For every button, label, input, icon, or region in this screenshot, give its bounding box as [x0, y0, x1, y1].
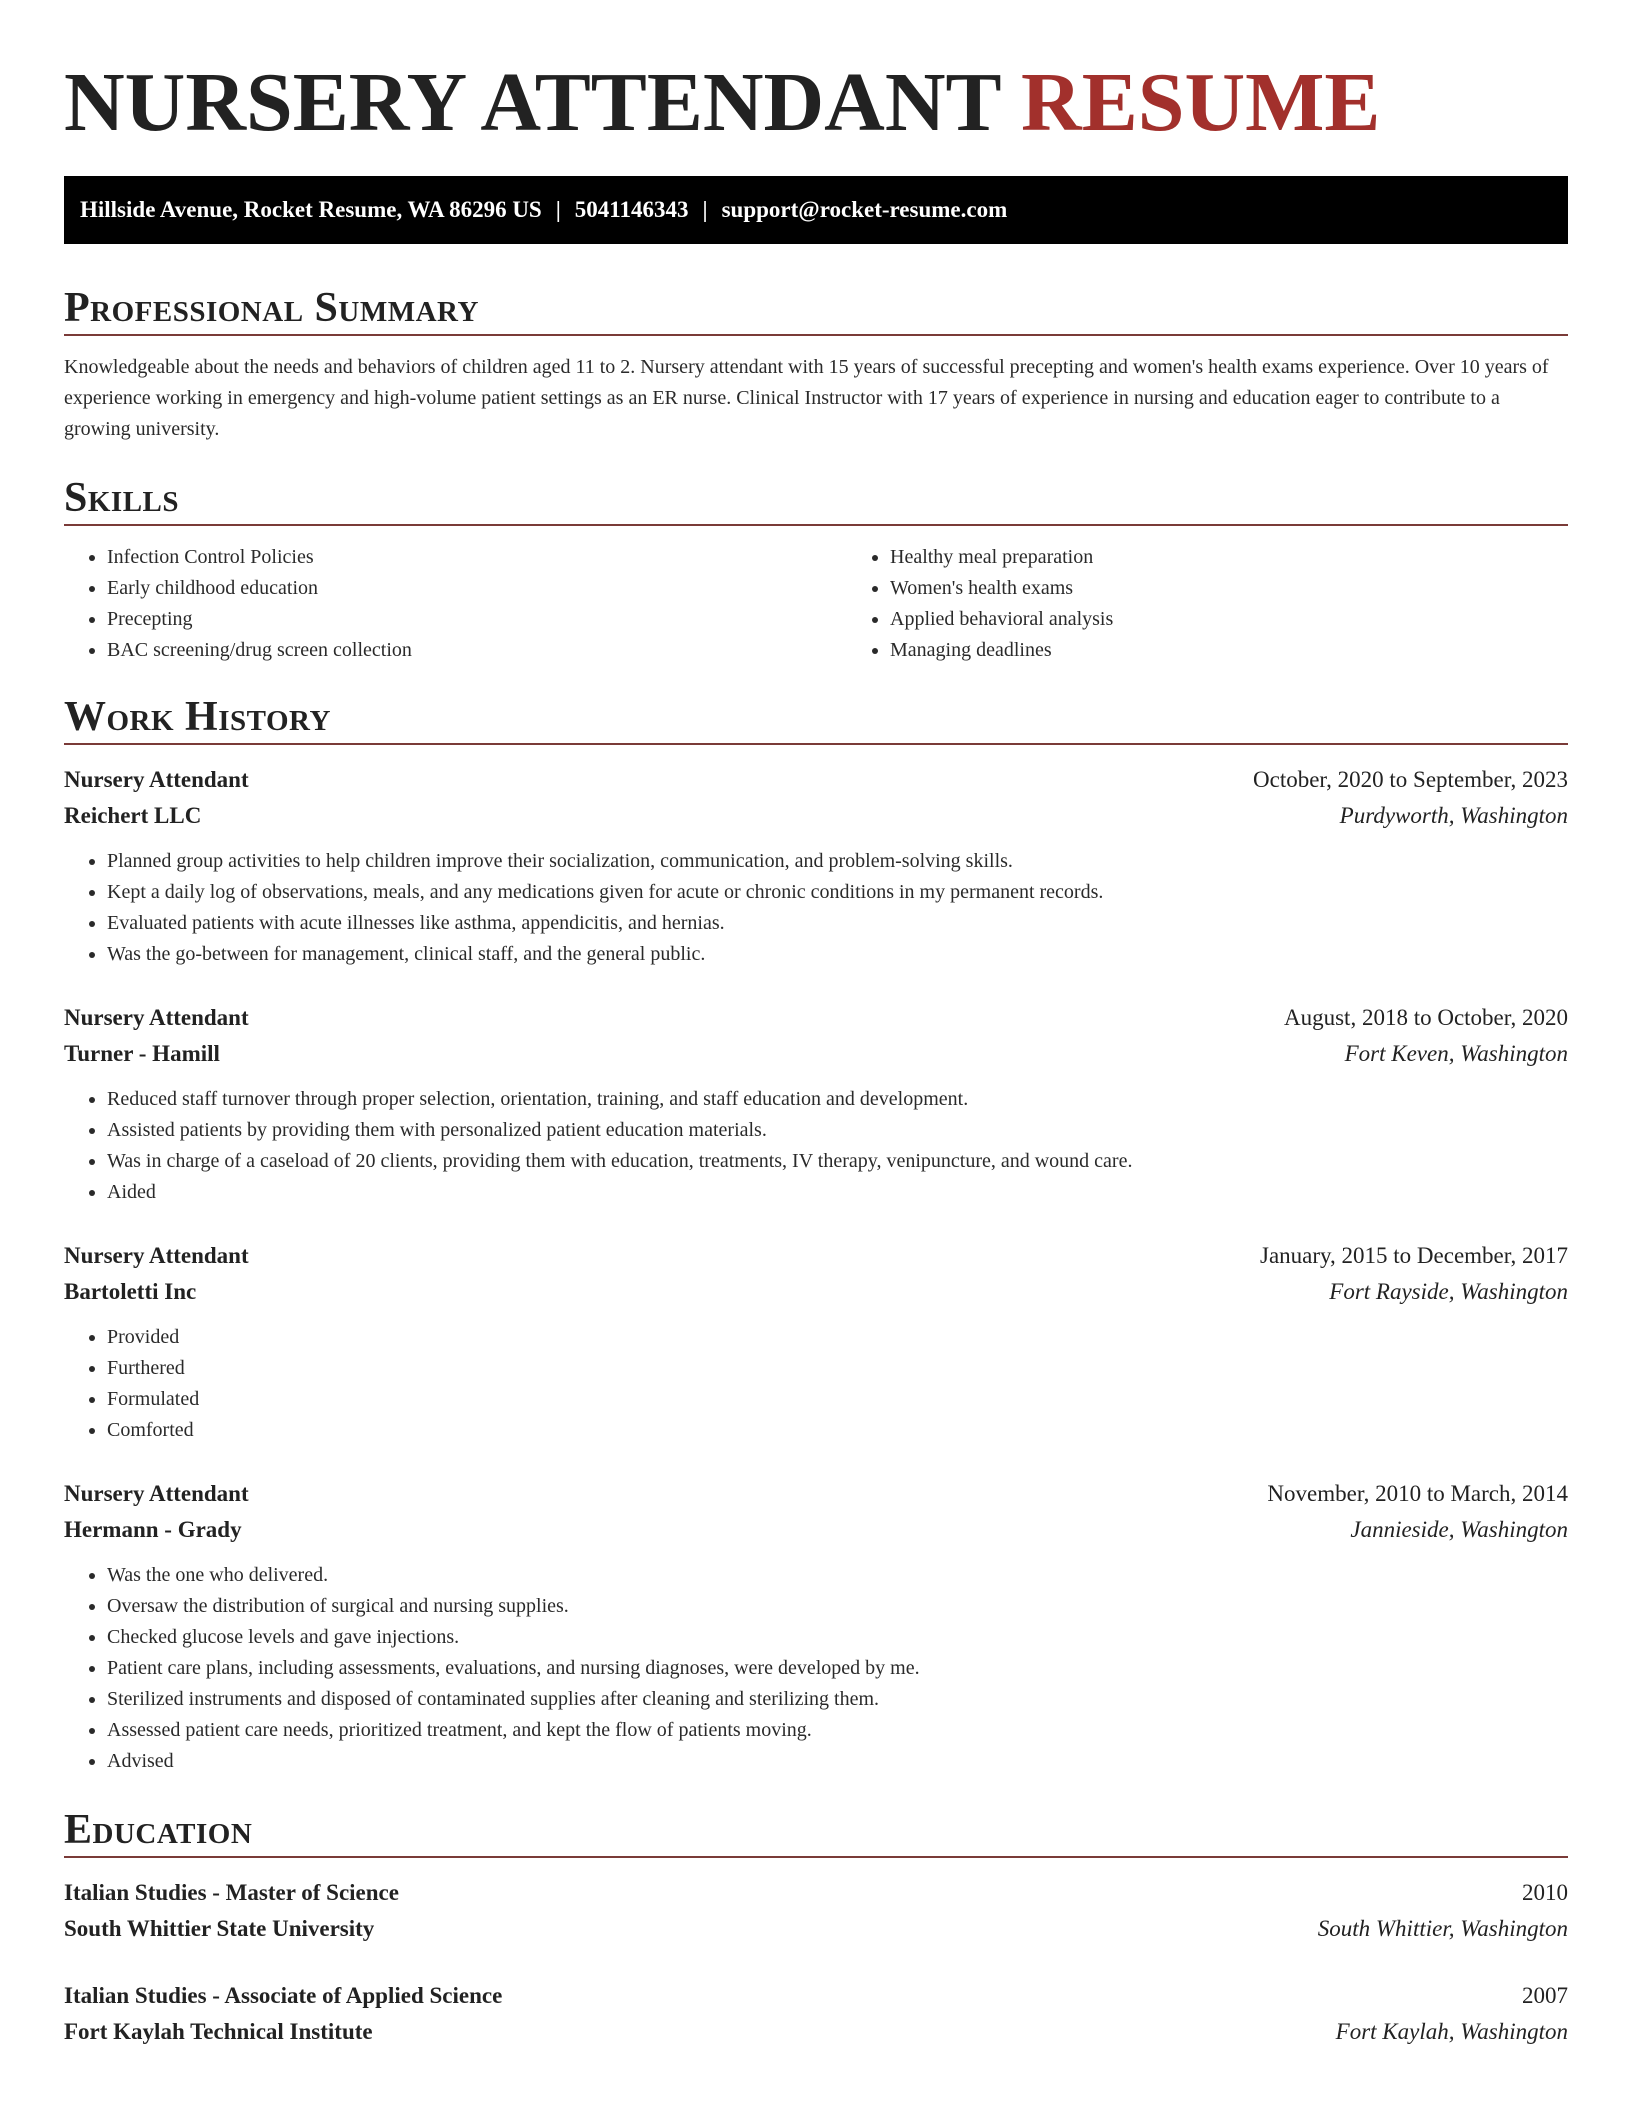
job-bullet: • Comforted — [107, 1415, 1568, 1446]
job-bullet: • Oversaw the distribution of surgical and nursing supplies. — [107, 1591, 1568, 1622]
summary-text: Knowledgeable about the needs and behaviors of children aged 11 to 2. Nursery attendant with 15 years of successful precepting and women's health exams experience. Over 10 years of experience working in emergency and high-volume patient settings as an ER nurse. Clinical Instructor with 17 years of experience in nursing and education eager to contribute to a growing university. — [64, 356, 1549, 440]
job-bullet: • Kept a daily log of observations, meals, and any medications given for acute or chronic conditions in my permanent records. — [107, 877, 1568, 908]
education-school: Fort Kaylah Technical Institute — [64, 2019, 373, 2044]
skill-item: • Healthy meal preparation — [890, 542, 1630, 573]
job-location: Jannieside, Washington — [1350, 1517, 1568, 1542]
skills-section — [64, 472, 1568, 666]
education-entry — [64, 1978, 1568, 2050]
title-accent: RESUME — [1021, 56, 1381, 149]
education-degree: Italian Studies - Master of Science — [64, 1880, 399, 1905]
skill-item: • Managing deadlines — [890, 635, 1630, 666]
job-bullet: • Formulated — [107, 1384, 1568, 1415]
job-bullet: • Furthered — [107, 1353, 1568, 1384]
job-bullet: • Sterilized instruments and disposed of contaminated supplies after cleaning and sterilizing them. — [107, 1684, 1568, 1715]
education-year: 2010 — [1522, 1880, 1568, 1905]
job-location: Fort Rayside, Washington — [1329, 1279, 1568, 1304]
education-location: Fort Kaylah, Washington — [1335, 2019, 1568, 2044]
job-dates: August, 2018 to October, 2020 — [1284, 1005, 1568, 1030]
job-company: Bartoletti Inc — [64, 1279, 197, 1304]
job-dates: January, 2015 to December, 2017 — [1260, 1243, 1568, 1268]
job-title: Nursery Attendant — [64, 1243, 249, 1268]
skill-item: • BAC screening/drug screen collection — [107, 635, 847, 666]
education-heading: Education — [64, 1807, 253, 1853]
education-degree: Italian Studies - Associate of Applied Science — [64, 1983, 503, 2008]
skills-list-left — [64, 542, 847, 666]
job-bullet: • Checked glucose levels and gave injections. — [107, 1622, 1568, 1653]
section-divider — [64, 334, 1568, 336]
job-title: Nursery Attendant — [64, 767, 249, 792]
job-bullet: • Reduced staff turnover through proper selection, orientation, training, and staff education and development. — [107, 1084, 1568, 1115]
job-dates: October, 2020 to September, 2023 — [1253, 767, 1568, 792]
resume-title — [64, 58, 1568, 148]
job-entry — [64, 1000, 1568, 1208]
skills-list-right — [847, 542, 1630, 666]
work-heading: Work History — [64, 694, 331, 740]
contact-phone: 5041146343 — [574, 197, 689, 222]
job-entry — [64, 1476, 1568, 1777]
work-section — [64, 691, 1568, 1777]
job-bullets — [64, 1322, 1568, 1446]
job-bullet: • Was in charge of a caseload of 20 clients, providing them with education, treatments, IV therapy, venipuncture, and wound care. — [107, 1146, 1568, 1177]
summary-heading: Professional Summary — [64, 285, 479, 331]
education-location: South Whittier, Washington — [1317, 1916, 1568, 1941]
job-bullet: • Assisted patients by providing them with personalized patient education materials. — [107, 1115, 1568, 1146]
job-entry — [64, 1238, 1568, 1446]
contact-email: support@rocket-resume.com — [721, 197, 1008, 222]
education-entry — [64, 1875, 1568, 1947]
contact-separator: | — [555, 197, 561, 222]
job-bullets — [64, 1084, 1568, 1208]
job-bullet: • Patient care plans, including assessments, evaluations, and nursing diagnoses, were developed by me. — [107, 1653, 1568, 1684]
section-divider — [64, 743, 1568, 745]
job-location: Fort Keven, Washington — [1344, 1041, 1568, 1066]
contact-bar — [64, 176, 1568, 244]
resume-page — [64, 0, 1568, 2050]
job-bullet: • Evaluated patients with acute illnesses like asthma, appendicitis, and hernias. — [107, 908, 1568, 939]
job-company: Hermann - Grady — [64, 1517, 242, 1542]
job-company: Reichert LLC — [64, 803, 202, 828]
skill-item: • Infection Control Policies — [107, 542, 847, 573]
job-bullet: • Advised — [107, 1746, 1568, 1777]
job-title: Nursery Attendant — [64, 1481, 249, 1506]
section-divider — [64, 1856, 1568, 1858]
education-year: 2007 — [1522, 1983, 1568, 2008]
job-bullet: • Aided — [107, 1177, 1568, 1208]
section-divider — [64, 524, 1568, 526]
job-company: Turner - Hamill — [64, 1041, 220, 1066]
job-bullet: • Assessed patient care needs, prioritized treatment, and kept the flow of patients moving. — [107, 1715, 1568, 1746]
skill-item: • Early childhood education — [107, 573, 847, 604]
skill-item: • Women's health exams — [890, 573, 1630, 604]
job-dates: November, 2010 to March, 2014 — [1267, 1481, 1568, 1506]
title-main: NURSERY ATTENDANT — [64, 56, 1001, 149]
skills-heading: Skills — [64, 475, 180, 521]
job-bullet: • Provided — [107, 1322, 1568, 1353]
education-school: South Whittier State University — [64, 1916, 375, 1941]
job-bullet: • Was the go-between for management, clinical staff, and the general public. — [107, 939, 1568, 970]
summary-section — [64, 282, 1568, 445]
job-bullet: • Was the one who delivered. — [107, 1560, 1568, 1591]
job-location: Purdyworth, Washington — [1339, 803, 1568, 828]
skills-columns — [64, 542, 1568, 666]
job-bullet: • Planned group activities to help children improve their socialization, communication, and problem-solving skills. — [107, 846, 1568, 877]
job-bullets — [64, 846, 1568, 970]
job-title: Nursery Attendant — [64, 1005, 249, 1030]
contact-address: Hillside Avenue, Rocket Resume, WA 86296 US — [80, 197, 542, 222]
skill-item: • Applied behavioral analysis — [890, 604, 1630, 635]
skill-item: • Precepting — [107, 604, 847, 635]
job-entry — [64, 762, 1568, 970]
education-section — [64, 1804, 1568, 2050]
job-bullets — [64, 1560, 1568, 1777]
contact-separator: | — [702, 197, 708, 222]
